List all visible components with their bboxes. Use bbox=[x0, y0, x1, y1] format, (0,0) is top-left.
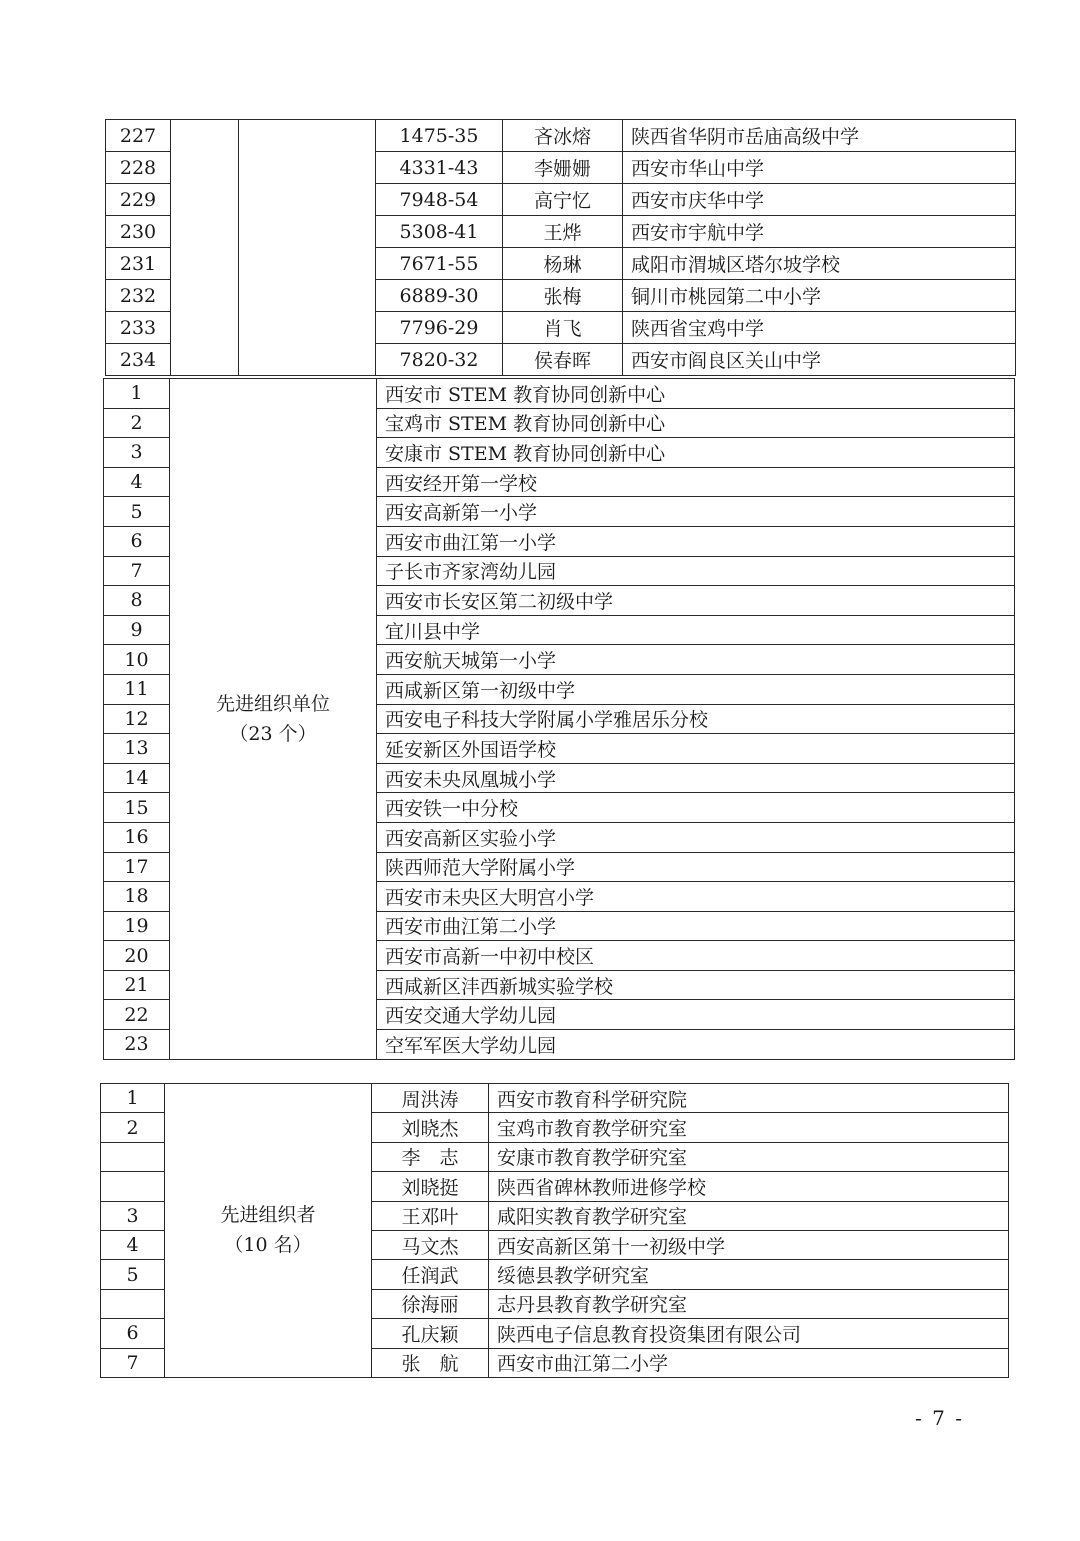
row-number: 231 bbox=[106, 248, 171, 280]
row-number: 6 bbox=[101, 1319, 165, 1348]
row-number: 1 bbox=[104, 379, 170, 409]
winners-table bbox=[105, 119, 1016, 376]
unit-name: 宝鸡市 STEM 教育协同创新中心 bbox=[377, 408, 1015, 438]
row-number: 232 bbox=[106, 280, 171, 312]
person-name: 张 航 bbox=[372, 1348, 489, 1377]
table-row bbox=[106, 120, 1016, 152]
person-name: 刘晓挺 bbox=[372, 1172, 489, 1201]
entry-code: 1475-35 bbox=[376, 120, 503, 152]
row-number bbox=[101, 1172, 165, 1201]
unit-name: 西安市庆华中学 bbox=[623, 184, 1016, 216]
table-row bbox=[101, 1084, 1009, 1113]
entry-code: 5308-41 bbox=[376, 216, 503, 248]
unit-name: 西安航天城第一小学 bbox=[377, 645, 1015, 675]
row-number: 3 bbox=[101, 1201, 165, 1230]
table-row bbox=[104, 379, 1015, 409]
person-name: 周洪涛 bbox=[372, 1084, 489, 1113]
person-name: 徐海丽 bbox=[372, 1289, 489, 1318]
unit-name: 宝鸡市教育教学研究室 bbox=[489, 1113, 1009, 1142]
person-name: 刘晓杰 bbox=[372, 1113, 489, 1142]
row-number: 10 bbox=[104, 645, 170, 675]
row-number: 14 bbox=[104, 763, 170, 793]
unit-name: 宜川县中学 bbox=[377, 615, 1015, 645]
row-number: 228 bbox=[106, 152, 171, 184]
person-name: 肖飞 bbox=[503, 312, 623, 344]
row-number: 12 bbox=[104, 704, 170, 734]
row-number: 2 bbox=[101, 1113, 165, 1142]
row-number: 18 bbox=[104, 882, 170, 912]
unit-name: 西安市长安区第二初级中学 bbox=[377, 586, 1015, 616]
row-number bbox=[101, 1289, 165, 1318]
row-number: 4 bbox=[104, 467, 170, 497]
person-name: 任润武 bbox=[372, 1260, 489, 1289]
unit-name: 绥德县教学研究室 bbox=[489, 1260, 1009, 1289]
person-name: 高宁忆 bbox=[503, 184, 623, 216]
unit-name: 西咸新区第一初级中学 bbox=[377, 674, 1015, 704]
person-name: 李姗姗 bbox=[503, 152, 623, 184]
unit-name: 西安市华山中学 bbox=[623, 152, 1016, 184]
page-number: - 7 - bbox=[915, 1406, 964, 1430]
unit-name: 铜川市桃园第二中小学 bbox=[623, 280, 1016, 312]
unit-name: 西安市曲江第二小学 bbox=[489, 1348, 1009, 1377]
unit-name: 西安市曲江第二小学 bbox=[377, 911, 1015, 941]
unit-name: 西安市教育科学研究院 bbox=[489, 1084, 1009, 1113]
person-name: 马文杰 bbox=[372, 1230, 489, 1259]
row-number: 11 bbox=[104, 674, 170, 704]
category-cell bbox=[165, 1084, 372, 1378]
row-number bbox=[101, 1142, 165, 1171]
row-number: 19 bbox=[104, 911, 170, 941]
unit-name: 西安高新区实验小学 bbox=[377, 822, 1015, 852]
entry-code: 6889-30 bbox=[376, 280, 503, 312]
row-number: 6 bbox=[104, 526, 170, 556]
org-units-table bbox=[103, 378, 1015, 1060]
row-number: 227 bbox=[106, 120, 171, 152]
entry-code: 7671-55 bbox=[376, 248, 503, 280]
row-number: 5 bbox=[104, 497, 170, 527]
unit-name: 西安市未央区大明宫小学 bbox=[377, 882, 1015, 912]
row-number: 233 bbox=[106, 312, 171, 344]
unit-name: 西安未央凤凰城小学 bbox=[377, 763, 1015, 793]
unit-name: 西安经开第一学校 bbox=[377, 467, 1015, 497]
row-number: 7 bbox=[104, 556, 170, 586]
unit-name: 西安市高新一中初中校区 bbox=[377, 941, 1015, 971]
category-label: 先进组织者 bbox=[220, 1204, 316, 1227]
unit-name: 陕西省华阴市岳庙高级中学 bbox=[623, 120, 1016, 152]
unit-name: 西安交通大学幼儿园 bbox=[377, 1000, 1015, 1030]
row-number: 16 bbox=[104, 822, 170, 852]
person-name: 张梅 bbox=[503, 280, 623, 312]
person-name: 孔庆颖 bbox=[372, 1319, 489, 1348]
unit-name: 西安市 STEM 教育协同创新中心 bbox=[377, 379, 1015, 409]
unit-name: 子长市齐家湾幼儿园 bbox=[377, 556, 1015, 586]
unit-name: 安康市 STEM 教育协同创新中心 bbox=[377, 438, 1015, 468]
category-cell bbox=[170, 379, 377, 1060]
row-number: 23 bbox=[104, 1030, 170, 1060]
unit-name: 空军军医大学幼儿园 bbox=[377, 1030, 1015, 1060]
row-number: 3 bbox=[104, 438, 170, 468]
row-number: 9 bbox=[104, 615, 170, 645]
entry-code: 7948-54 bbox=[376, 184, 503, 216]
person-name: 侯春晖 bbox=[503, 344, 623, 376]
person-name: 王烨 bbox=[503, 216, 623, 248]
row-number: 7 bbox=[101, 1348, 165, 1377]
row-number: 4 bbox=[101, 1230, 165, 1259]
row-number: 5 bbox=[101, 1260, 165, 1289]
entry-code: 7796-29 bbox=[376, 312, 503, 344]
person-name: 杨琳 bbox=[503, 248, 623, 280]
unit-name: 西安电子科技大学附属小学雅居乐分校 bbox=[377, 704, 1015, 734]
unit-name: 西安铁一中分校 bbox=[377, 793, 1015, 823]
row-number: 20 bbox=[104, 941, 170, 971]
person-name: 李 志 bbox=[372, 1142, 489, 1171]
row-number: 22 bbox=[104, 1000, 170, 1030]
entry-code: 4331-43 bbox=[376, 152, 503, 184]
unit-name: 咸阳市渭城区塔尔坡学校 bbox=[623, 248, 1016, 280]
organizers-table bbox=[100, 1083, 1009, 1378]
row-number: 2 bbox=[104, 408, 170, 438]
row-number: 230 bbox=[106, 216, 171, 248]
unit-name: 陕西省宝鸡中学 bbox=[623, 312, 1016, 344]
person-name: 吝冰熔 bbox=[503, 120, 623, 152]
unit-name: 志丹县教育教学研究室 bbox=[489, 1289, 1009, 1318]
category-count: （10 名） bbox=[224, 1234, 312, 1257]
row-number: 234 bbox=[106, 344, 171, 376]
category-label: 先进组织单位 bbox=[215, 692, 330, 715]
subcategory-cell bbox=[239, 120, 376, 376]
row-number: 8 bbox=[104, 586, 170, 616]
unit-name: 陕西省碑林教师进修学校 bbox=[489, 1172, 1009, 1201]
row-number: 13 bbox=[104, 734, 170, 764]
unit-name: 西安高新第一小学 bbox=[377, 497, 1015, 527]
row-number: 21 bbox=[104, 970, 170, 1000]
person-name: 王邓叶 bbox=[372, 1201, 489, 1230]
unit-name: 西安市阎良区关山中学 bbox=[623, 344, 1016, 376]
entry-code: 7820-32 bbox=[376, 344, 503, 376]
unit-name: 西咸新区沣西新城实验学校 bbox=[377, 970, 1015, 1000]
row-number: 229 bbox=[106, 184, 171, 216]
unit-name: 安康市教育教学研究室 bbox=[489, 1142, 1009, 1171]
unit-name: 陕西电子信息教育投资集团有限公司 bbox=[489, 1319, 1009, 1348]
category-count: （23 个） bbox=[229, 722, 317, 745]
row-number: 15 bbox=[104, 793, 170, 823]
unit-name: 西安市宇航中学 bbox=[623, 216, 1016, 248]
row-number: 17 bbox=[104, 852, 170, 882]
unit-name: 延安新区外国语学校 bbox=[377, 734, 1015, 764]
unit-name: 西安高新区第十一初级中学 bbox=[489, 1230, 1009, 1259]
unit-name: 陕西师范大学附属小学 bbox=[377, 852, 1015, 882]
unit-name: 咸阳实教育教学研究室 bbox=[489, 1201, 1009, 1230]
unit-name: 西安市曲江第一小学 bbox=[377, 526, 1015, 556]
row-number: 1 bbox=[101, 1084, 165, 1113]
category-cell bbox=[171, 120, 239, 376]
